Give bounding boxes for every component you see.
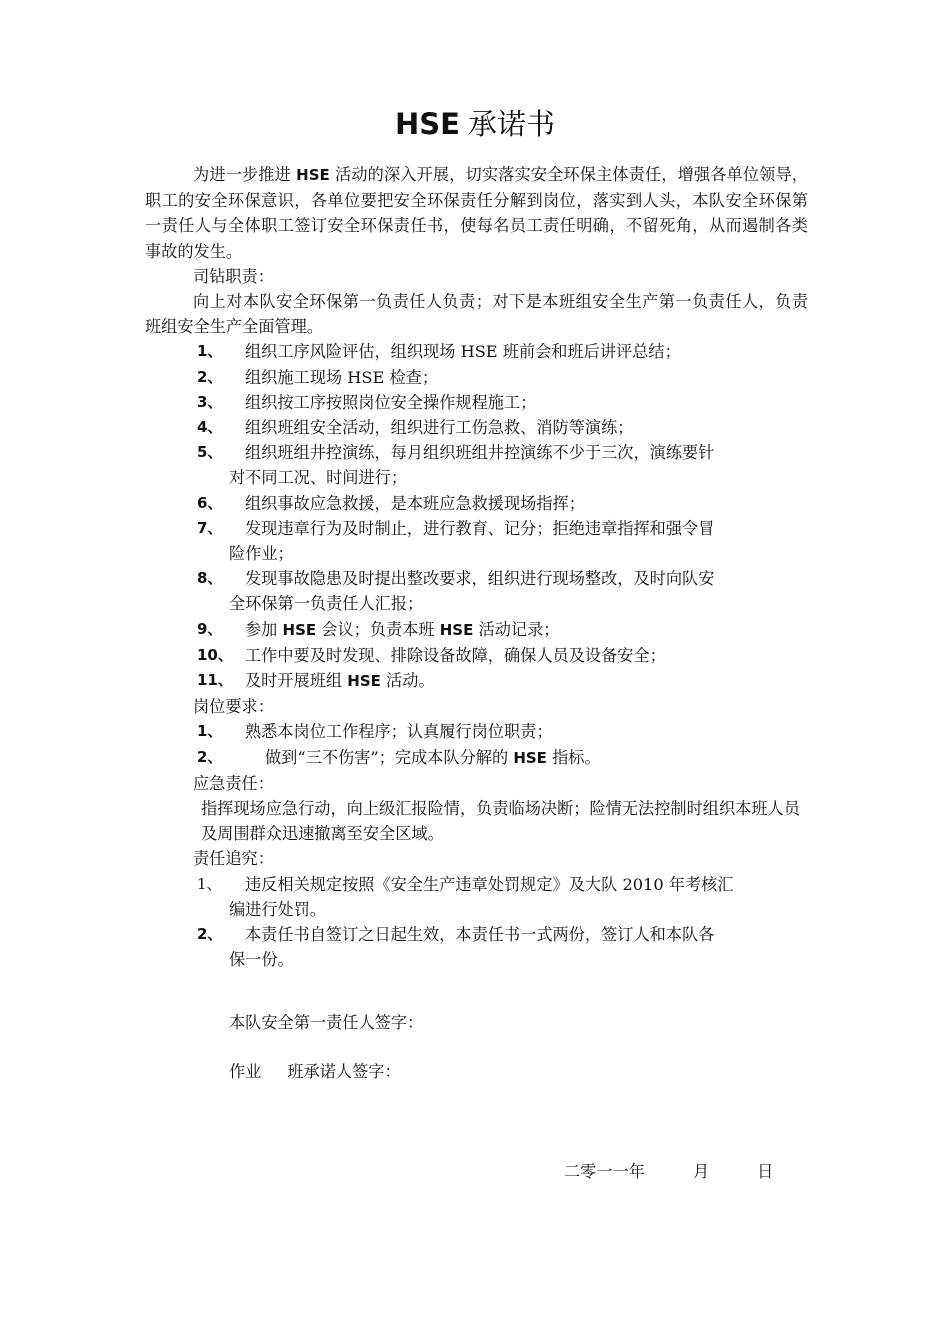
item-text: 参加 HSE 会议；负责本班 HSE 活动记录； (245, 619, 560, 639)
intro-text-2: 活动的深入开展，切实落实安全环保主体责任，增强各单位领导，职工的安全环保意识，各单位要把安全环保责任分解到岗位，落实到人头，本队安全环保第一责任人与全体职工签订安全环保责任书，使每名员工责任明确，不留死角，从而遏制各类事故的发生。 (145, 165, 808, 261)
document-title (0, 104, 950, 144)
list-item (145, 390, 808, 415)
list-item (145, 872, 808, 922)
item-text-continued: 全环保第一负责任人汇报； (229, 594, 424, 614)
item-text: 组织按工序按照岗位安全操作规程施工； (245, 392, 537, 412)
duty-summary: 向上对本队安全环保第一负责任人负责；对下是本班组安全生产第一负责任人，负责班组安全生产全面管理。 (145, 292, 808, 337)
requirements-list (145, 719, 808, 770)
item-text: 组织班组安全活动，组织进行工伤急救、消防等演练； (245, 418, 634, 438)
title-hse: HSE (395, 107, 460, 141)
item-text: 组织施工现场 HSE 检查； (245, 367, 439, 387)
item-text: 熟悉本岗位工作程序；认真履行岗位职责； (245, 722, 553, 742)
list-item (145, 643, 808, 668)
item-text: 工作中要及时发现、排除设备故障，确保人员及设备安全； (245, 645, 666, 665)
list-item (145, 440, 808, 490)
item-text: 本责任书自签订之日起生效，本责任书一式两份，签订人和本队各 (245, 925, 715, 945)
accountability-list (145, 872, 808, 973)
item-text-continued: 保一份。 (229, 950, 294, 970)
signature-line-first: 本队安全第一责任人签字： (229, 1013, 424, 1032)
intro-paragraph (145, 162, 808, 264)
date-month: 月 (692, 1162, 710, 1181)
duty-list (145, 339, 808, 694)
list-item (145, 566, 808, 616)
list-item (145, 617, 808, 643)
date-day: 日 (757, 1162, 774, 1181)
requirements-heading: 岗位要求： (193, 697, 274, 717)
item-number: 8、 (197, 569, 223, 588)
item-text-continued: 对不同工况、时间进行； (229, 468, 408, 488)
item-number: 6、 (197, 493, 223, 512)
duty-heading: 司钻职责： (193, 266, 274, 286)
list-item (145, 491, 808, 516)
item-text: 发现事故隐患及时提出整改要求，组织进行现场整改，及时向队安 (245, 569, 715, 589)
signature-suffix: 班承诺人签字： (287, 1062, 401, 1081)
item-text: 组织事故应急救援，是本班应急救援现场指挥； (245, 493, 585, 513)
item-number: 1、 (197, 874, 222, 893)
item-number: 2、 (197, 747, 223, 766)
date-year: 二零一一年 (564, 1162, 645, 1181)
list-item (145, 745, 808, 771)
emergency-text: 指挥现场应急行动，向上级汇报险情，负责临场决断；险情无法控制时组织本班人员及周围群众迅速撤离至安全区域。 (201, 799, 800, 844)
item-text: 及时开展班组 HSE 活动。 (245, 671, 435, 691)
item-text: 做到“三不伤害”；完成本队分解的 HSE 指标。 (265, 747, 601, 767)
list-item (145, 719, 808, 744)
item-text: 组织班组井控演练，每月组织班组井控演练不少于三次，演练要针 (245, 443, 715, 463)
list-item (145, 922, 808, 972)
item-number: 10、 (197, 645, 233, 664)
signature-prefix: 作业 (229, 1062, 262, 1081)
list-item (145, 415, 808, 440)
item-number: 7、 (197, 518, 223, 537)
item-text: 组织工序风险评估，组织现场 HSE 班前会和班后讲评总结； (245, 342, 681, 362)
item-text-continued: 险作业； (229, 544, 294, 564)
document-body (145, 162, 808, 973)
item-number: 1、 (197, 342, 223, 361)
signing-date (564, 1160, 773, 1184)
item-number: 11、 (197, 671, 233, 690)
list-item (145, 516, 808, 566)
item-number: 5、 (197, 443, 223, 462)
list-item (145, 668, 808, 694)
accountability-heading: 责任追究： (193, 849, 274, 869)
list-item (145, 365, 808, 390)
item-number: 3、 (197, 392, 223, 411)
item-text: 发现违章行为及时制止，进行教育、记分；拒绝违章指挥和强令冒 (245, 518, 715, 538)
item-number: 2、 (197, 367, 223, 386)
item-number: 4、 (197, 418, 223, 437)
list-item (145, 339, 808, 364)
emergency-heading: 应急责任： (193, 773, 274, 793)
item-text: 违反相关规定按照《安全生产违章处罚规定》及大队 2010 年考核汇 (245, 874, 734, 894)
item-number: 9、 (197, 619, 223, 638)
item-number: 1、 (197, 722, 223, 741)
item-text-continued: 编进行处罚。 (229, 899, 327, 919)
signature-line-second (229, 1060, 401, 1084)
intro-text-1: 为进一步推进 (193, 165, 297, 184)
title-text: 承诺书 (467, 107, 555, 141)
intro-hse: HSE (296, 166, 330, 184)
item-number: 2、 (197, 925, 223, 944)
